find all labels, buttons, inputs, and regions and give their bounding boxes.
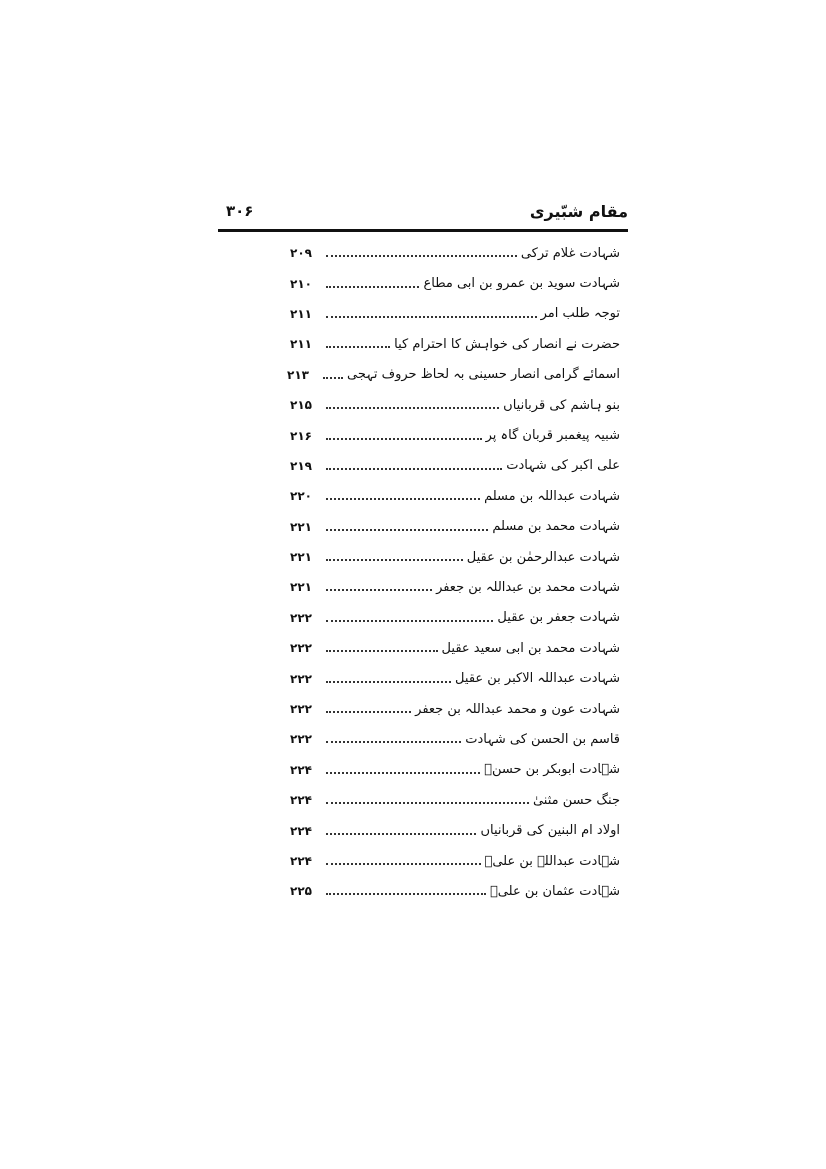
toc-entry <box>290 694 620 724</box>
toc-entry-page: ۲۲۴ <box>290 762 312 777</box>
toc-entry <box>290 268 620 298</box>
dot-leader <box>326 498 480 500</box>
toc-entry-page: ۲۱۶ <box>290 428 312 443</box>
toc-entry-page: ۲۱۱ <box>290 337 312 352</box>
toc-entry <box>290 299 620 329</box>
toc-entry <box>290 603 620 633</box>
dot-leader <box>326 833 476 835</box>
toc-entry-page: ۲۱۵ <box>290 398 312 413</box>
toc-entry-title: توجہ طلب امر <box>540 306 620 322</box>
toc-entry-title: شہادت عبداللہ بن مسلم <box>484 488 620 504</box>
dot-leader <box>323 377 343 379</box>
toc-entry-page: ۲۱۹ <box>290 458 312 473</box>
toc-entry <box>290 481 620 511</box>
dot-leader <box>326 316 537 318</box>
toc-entry-title: بنو ہاشم کی قربانیاں <box>503 397 620 413</box>
header-rule <box>218 229 628 232</box>
toc-entry <box>290 542 620 572</box>
toc-entry-title: اولاد ام البنین کی قربانیاں <box>480 823 620 839</box>
toc-entry-page: ۲۲۱ <box>290 550 312 565</box>
toc-entry <box>287 360 620 390</box>
toc-entry-page: ۲۲۲ <box>290 671 312 686</box>
toc-entry-title: حضرت نے انصار کی خواہش کا احترام کیا <box>394 336 620 352</box>
toc-entry-page: ۲۲۲ <box>290 702 312 717</box>
table-of-contents <box>287 238 620 907</box>
page-number: ۳۰۶ <box>226 202 254 220</box>
toc-entry <box>290 572 620 602</box>
toc-entry-title: شہادت عبداللہ بن علیؑ <box>484 853 620 869</box>
toc-entry-title: شہادت جعفر بن عقیل <box>497 610 620 626</box>
dot-leader <box>326 589 432 591</box>
toc-entry-page: ۲۱۳ <box>287 367 310 382</box>
toc-entry <box>290 512 620 542</box>
dot-leader <box>326 255 517 257</box>
toc-entry-title: شہادت عبدالرحمٰن بن عقیل <box>466 549 620 565</box>
dot-leader <box>326 559 463 561</box>
toc-entry-title: شہادت غلام ترکی <box>520 245 620 261</box>
toc-entry <box>290 785 620 815</box>
dot-leader <box>326 346 390 348</box>
toc-entry-page: ۲۱۱ <box>290 306 312 321</box>
toc-entry-page: ۲۰۹ <box>290 246 312 261</box>
toc-entry-page: ۲۲۴ <box>290 823 312 838</box>
toc-entry-title: شہادت محمد بن عبداللہ بن جعفر <box>436 579 620 595</box>
dot-leader <box>326 650 438 652</box>
toc-entry <box>290 390 620 420</box>
toc-entry-title: شبیہ پیغمبر قربان گاہ پر <box>485 428 620 444</box>
dot-leader <box>326 681 451 683</box>
toc-entry <box>290 876 620 906</box>
toc-entry <box>290 633 620 663</box>
dot-leader <box>326 772 480 774</box>
toc-entry-page: ۲۱۰ <box>290 276 312 291</box>
dot-leader <box>326 407 499 409</box>
toc-entry-title: قاسم بن الحسن کی شہادت <box>465 731 620 747</box>
dot-leader <box>326 802 529 804</box>
toc-entry-page: ۲۲۰ <box>290 489 312 504</box>
dot-leader <box>326 529 488 531</box>
dot-leader <box>326 741 461 743</box>
toc-entry-title: شہادت سوید بن عمرو بن ابی مطاع <box>423 276 620 292</box>
toc-entry-page: ۲۲۵ <box>290 884 312 899</box>
toc-entry-title: علی اکبر کی شہادت <box>506 458 620 474</box>
toc-entry-page: ۲۲۱ <box>290 580 312 595</box>
toc-entry-page: ۲۲۲ <box>290 732 312 747</box>
toc-entry-page: ۲۲۱ <box>290 519 312 534</box>
toc-entry <box>290 420 620 450</box>
toc-entry-title: شہادت محمد بن ابی سعید عقیل <box>441 640 620 656</box>
toc-entry-page: ۲۲۲ <box>290 610 312 625</box>
toc-entry <box>290 755 620 785</box>
toc-entry-title: اسمائے گرامی انصار حسینی بہ لحاظ حروف تہجی <box>347 367 620 383</box>
toc-entry-title: شہادت عبداللہ الاکبر بن عقیل <box>455 671 620 687</box>
toc-entry-title: شہادت عثمان بن علیؑ <box>490 883 620 899</box>
toc-entry-title: شہادت ابوبکر بن حسنؑ <box>484 762 620 778</box>
toc-entry <box>290 238 620 268</box>
running-header <box>218 200 628 228</box>
toc-entry-title: شہادت محمد بن مسلم <box>492 519 620 535</box>
toc-entry-page: ۲۲۴ <box>290 793 312 808</box>
toc-entry <box>290 724 620 754</box>
toc-entry-page: ۲۲۲ <box>290 641 312 656</box>
dot-leader <box>326 893 486 895</box>
toc-entry <box>290 663 620 693</box>
toc-entry <box>290 329 620 359</box>
toc-entry <box>290 846 620 876</box>
dot-leader <box>326 468 502 470</box>
toc-entry <box>290 815 620 845</box>
dot-leader <box>326 620 493 622</box>
toc-entry <box>290 451 620 481</box>
toc-entry-page: ۲۲۴ <box>290 854 312 868</box>
toc-entry-title: جنگ حسن مثنیٰ <box>532 792 620 808</box>
dot-leader <box>326 438 482 440</box>
dot-leader <box>326 711 411 713</box>
book-title: مقام شبّیری <box>529 202 628 221</box>
dot-leader <box>326 863 481 865</box>
toc-entry-title: شہادت عون و محمد عبداللہ بن جعفر <box>415 701 620 717</box>
dot-leader <box>326 286 419 288</box>
